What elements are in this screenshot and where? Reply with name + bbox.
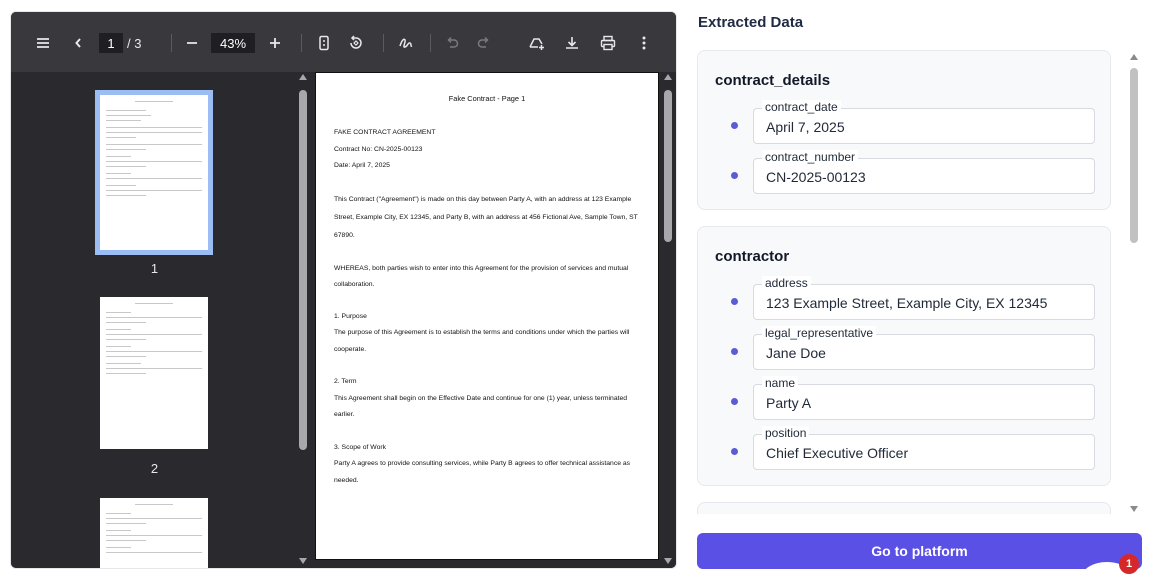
doc-line: Contract No: CN-2025-00123 <box>334 145 423 153</box>
doc-line: 1. Purpose <box>334 312 367 320</box>
doc-line: The purpose of this Agreement is to establish the terms and conditions under which the parties will cooperate. <box>334 329 630 353</box>
thumbnail-sidebar <box>11 72 298 569</box>
document-page <box>315 72 659 560</box>
bullet-dot <box>731 398 738 405</box>
pdf-viewer <box>10 11 677 569</box>
field-label: position <box>762 426 809 440</box>
field-value: Jane Doe <box>766 345 826 361</box>
document-area <box>311 72 677 569</box>
section-card-contractor <box>697 226 1111 486</box>
field-name[interactable] <box>753 376 1095 420</box>
toolbar-divider <box>430 34 431 52</box>
document-scrollbar[interactable] <box>663 72 673 566</box>
doc-line: WHEREAS, both parties wish to enter into this Agreement for the provision of services and mutual collaboration. <box>334 264 629 288</box>
field-label: contract_number <box>762 150 858 164</box>
more-vertical-icon[interactable] <box>633 32 655 54</box>
doc-line: This Contract ("Agreement") is made on this day between Party A, with an address at 123 Example Street, Example City, EX 12345, and Party B, with an address at 456 Fictional Ave, Sample Town, ST 67890. <box>334 195 638 239</box>
section-card-contract-details <box>697 50 1111 210</box>
extracted-data-list <box>697 50 1111 514</box>
menu-icon[interactable] <box>32 32 54 54</box>
undo-icon[interactable] <box>441 32 463 54</box>
rotate-icon[interactable] <box>345 32 367 54</box>
download-icon[interactable] <box>561 32 583 54</box>
field-label: legal_representative <box>762 326 876 340</box>
go-to-platform-button[interactable]: Go to platform <box>697 533 1142 569</box>
section-card-next <box>697 502 1111 514</box>
page-number-input[interactable] <box>99 33 123 53</box>
field-value: CN-2025-00123 <box>766 169 866 185</box>
field-address[interactable] <box>753 276 1095 320</box>
doc-line: 3. Scope of Work <box>334 443 387 451</box>
minus-icon[interactable] <box>181 32 203 54</box>
pdf-toolbar <box>11 12 676 72</box>
field-label: address <box>762 276 811 290</box>
toolbar-divider <box>171 34 172 52</box>
doc-line: Date: April 7, 2025 <box>334 162 390 169</box>
fit-page-icon[interactable] <box>313 32 335 54</box>
bullet-dot <box>731 448 738 455</box>
bullet-dot <box>731 122 738 129</box>
section-title: contract_details <box>715 72 831 89</box>
section-title: contractor <box>715 248 790 265</box>
field-contract-date[interactable] <box>753 100 1095 144</box>
toolbar-divider <box>383 34 384 52</box>
bullet-dot <box>731 172 738 179</box>
notification-badge[interactable]: 1 <box>1119 554 1139 574</box>
field-label: contract_date <box>762 100 841 114</box>
panel-title: Extracted Data <box>698 14 804 31</box>
toolbar-divider <box>301 34 302 52</box>
panel-scrollbar[interactable] <box>1128 52 1140 514</box>
page-body <box>334 125 646 489</box>
field-value: 123 Example Street, Example City, EX 12345 <box>766 295 1048 311</box>
field-position[interactable] <box>753 426 1095 470</box>
thumbnail-number: 2 <box>150 461 159 476</box>
plus-icon[interactable] <box>264 32 286 54</box>
bullet-dot <box>731 298 738 305</box>
page-header: Fake Contract - Page 1 <box>448 94 526 103</box>
bullet-dot <box>731 348 738 355</box>
redo-icon[interactable] <box>473 32 495 54</box>
thumbnail-scrollbar[interactable] <box>298 72 308 566</box>
field-value: Chief Executive Officer <box>766 445 909 461</box>
doc-line: This Agreement shall begin on the Effective Date and continue for one (1) year, unless terminated earlier. <box>334 394 628 418</box>
zoom-input[interactable] <box>211 33 255 53</box>
field-value: Party A <box>766 395 812 411</box>
field-label: name <box>762 376 798 390</box>
doc-line: 2. Term <box>334 378 357 385</box>
add-drive-icon[interactable] <box>526 32 548 54</box>
doc-line: Party A agrees to provide consulting services, while Party B agrees to offer technical assistance as needed. <box>334 460 631 484</box>
thumbnail-page-2[interactable] <box>100 297 208 449</box>
page-count: / 3 <box>127 36 142 51</box>
field-legal-representative[interactable] <box>753 326 1095 370</box>
thumbnail-page-1[interactable] <box>100 95 208 250</box>
thumbnail-number: 1 <box>150 261 159 276</box>
chevron-left-icon[interactable] <box>67 32 89 54</box>
doc-line: FAKE CONTRACT AGREEMENT <box>334 129 436 136</box>
field-contract-number[interactable] <box>753 150 1095 194</box>
print-icon[interactable] <box>597 32 619 54</box>
thumbnail-page-3[interactable] <box>100 498 208 569</box>
field-value: April 7, 2025 <box>766 119 845 135</box>
draw-icon[interactable] <box>395 32 417 54</box>
